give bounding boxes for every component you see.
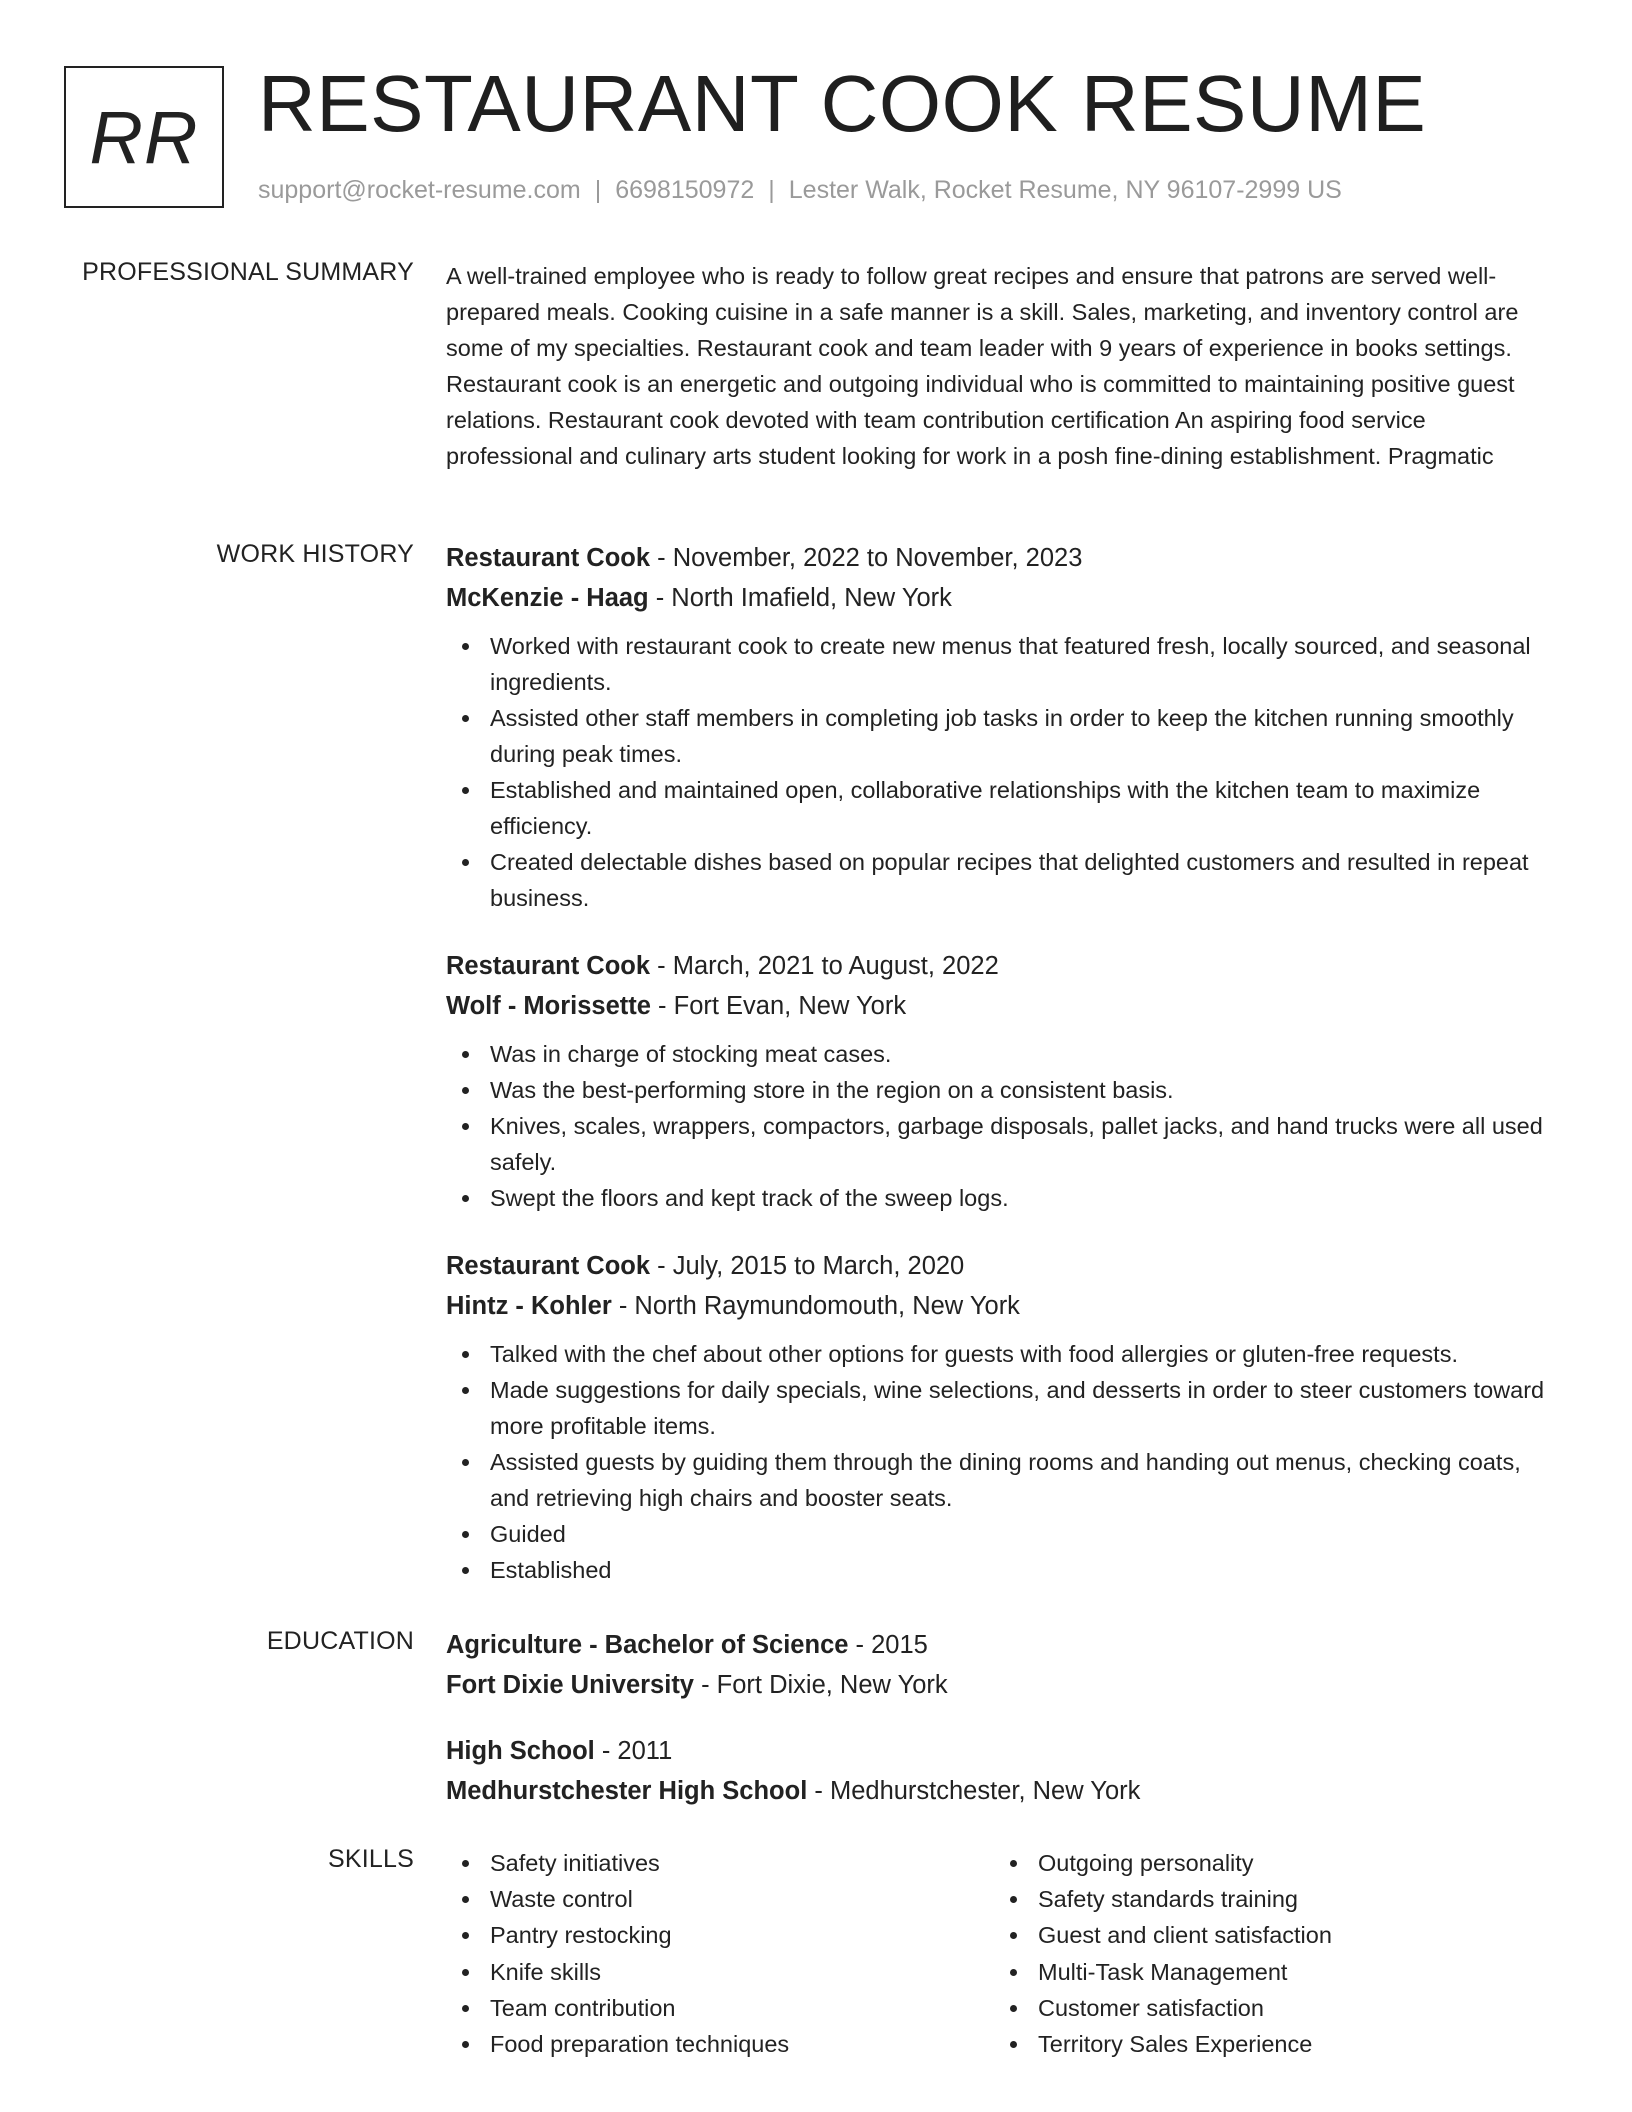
- skill-item: Team contribution: [446, 1990, 994, 2026]
- job-bullet: Was in charge of stocking meat cases.: [446, 1036, 1556, 1072]
- education-degree: Agriculture - Bachelor of Science: [446, 1631, 849, 1659]
- job-dates: - July, 2015 to March, 2020: [650, 1252, 965, 1280]
- job-company: Hintz - Kohler: [446, 1292, 612, 1320]
- education-school-line: [446, 1665, 1556, 1705]
- job-dates: - November, 2022 to November, 2023: [650, 544, 1083, 572]
- job-location: - North Raymundomouth, New York: [611, 1292, 1020, 1320]
- section-label-skills: SKILLS: [328, 1845, 414, 1873]
- job-company-line: [446, 986, 1556, 1026]
- skill-item: Outgoing personality: [994, 1845, 1542, 1881]
- job-company: McKenzie - Haag: [446, 584, 649, 612]
- work-history-body: [446, 538, 1556, 1618]
- job-entry: [446, 1246, 1556, 1588]
- section-label-education: EDUCATION: [266, 1627, 414, 1655]
- job-bullet: Talked with the chef about other options for guests with food allergies or gluten-free requests.: [446, 1336, 1556, 1372]
- job-company: Wolf - Morissette: [446, 992, 651, 1020]
- skill-item: Multi-Task Management: [994, 1954, 1542, 1990]
- education-degree: High School: [446, 1737, 595, 1765]
- job-bullet: Assisted other staff members in completing job tasks in order to keep the kitchen running smoothly during peak times.: [446, 700, 1556, 772]
- contact-address: Lester Walk, Rocket Resume, NY 96107-2999 US: [788, 176, 1342, 204]
- monogram-initials: RR: [89, 95, 199, 179]
- education-school-line: [446, 1771, 1556, 1811]
- education-location: - Medhurstchester, New York: [807, 1777, 1141, 1805]
- skills-list-left: [446, 1845, 994, 2062]
- contact-email: support@rocket-resume.com: [258, 176, 581, 204]
- contact-line: [258, 176, 1342, 205]
- summary-text: A well-trained employee who is ready to follow great recipes and ensure that patrons are served well-prepared meals. Cooking cuisine in a safe manner is a skill. Sales, marketing, and inventory control are some of my specialties. Restaurant cook and team leader with 9 years of experience in books settings. Restaurant cook is an energetic and outgoing individual who is committed to maintaining positive guest relations. Restaurant cook devoted with team contribution certification An aspiring food service professional and culinary arts student looking for work in a posh fine-dining establishment. Pragmatic: [446, 263, 1519, 469]
- job-title: Restaurant Cook: [446, 952, 651, 980]
- education-entry: [446, 1625, 1556, 1705]
- job-bullet: Worked with restaurant cook to create new menus that featured fresh, locally sourced, and seasonal ingredients.: [446, 628, 1556, 700]
- skill-item: Pantry restocking: [446, 1917, 994, 1953]
- job-bullet: Assisted guests by guiding them through the dining rooms and handing out menus, checking coats, and retrieving high chairs and booster seats.: [446, 1444, 1556, 1516]
- skill-item: Guest and client satisfaction: [994, 1917, 1542, 1953]
- job-title: Restaurant Cook: [446, 544, 651, 572]
- job-title-line: [446, 946, 1556, 986]
- education-body: [446, 1625, 1556, 1837]
- skills-body: [446, 1845, 1556, 2062]
- education-degree-line: [446, 1731, 1556, 1771]
- job-location: - North Imafield, New York: [648, 584, 952, 612]
- section-label-summary: PROFESSIONAL SUMMARY: [82, 258, 414, 286]
- job-company-line: [446, 1286, 1556, 1326]
- contact-phone: 6698150972: [615, 176, 755, 204]
- job-bullets: [446, 1336, 1556, 1588]
- job-bullet: Established and maintained open, collaborative relationships with the kitchen team to maximize efficiency.: [446, 772, 1556, 844]
- skill-item: Food preparation techniques: [446, 2026, 994, 2062]
- job-bullet: Established: [446, 1552, 1556, 1588]
- education-school: Fort Dixie University: [446, 1671, 694, 1699]
- job-bullet: Swept the floors and kept track of the sweep logs.: [446, 1180, 1556, 1216]
- job-bullet: Guided: [446, 1516, 1556, 1552]
- skill-item: Waste control: [446, 1881, 994, 1917]
- monogram-logo: [64, 66, 224, 208]
- education-school: Medhurstchester High School: [446, 1777, 808, 1805]
- job-bullets: [446, 1036, 1556, 1216]
- job-title-line: [446, 538, 1556, 578]
- education-year: - 2011: [594, 1737, 673, 1765]
- resume-title: RESTAURANT COOK RESUME: [258, 59, 1427, 148]
- skill-item: Knife skills: [446, 1954, 994, 1990]
- job-bullet: Created delectable dishes based on popular recipes that delighted customers and resulted in repeat business.: [446, 844, 1556, 916]
- job-dates: - March, 2021 to August, 2022: [650, 952, 999, 980]
- job-title-line: [446, 1246, 1556, 1286]
- job-bullet: Made suggestions for daily specials, wine selections, and desserts in order to steer customers toward more profitable items.: [446, 1372, 1556, 1444]
- job-entry: [446, 946, 1556, 1216]
- skill-item: Safety initiatives: [446, 1845, 994, 1881]
- skill-item: Safety standards training: [994, 1881, 1542, 1917]
- job-entry: [446, 538, 1556, 916]
- contact-separator: |: [594, 176, 602, 204]
- skill-item: Customer satisfaction: [994, 1990, 1542, 2026]
- job-company-line: [446, 578, 1556, 618]
- education-entry: [446, 1731, 1556, 1811]
- job-title: Restaurant Cook: [446, 1252, 651, 1280]
- skills-list-right: [994, 1845, 1542, 2062]
- education-year: - 2015: [848, 1631, 928, 1659]
- job-bullets: [446, 628, 1556, 916]
- job-bullet: Was the best-performing store in the region on a consistent basis.: [446, 1072, 1556, 1108]
- education-degree-line: [446, 1625, 1556, 1665]
- job-bullet: Knives, scales, wrappers, compactors, garbage disposals, pallet jacks, and hand trucks were all used safely.: [446, 1108, 1556, 1180]
- education-location: - Fort Dixie, New York: [694, 1671, 948, 1699]
- contact-separator: |: [768, 176, 775, 204]
- job-location: - Fort Evan, New York: [650, 992, 907, 1020]
- section-label-work-history: WORK HISTORY: [216, 540, 414, 568]
- skill-item: Territory Sales Experience: [994, 2026, 1542, 2062]
